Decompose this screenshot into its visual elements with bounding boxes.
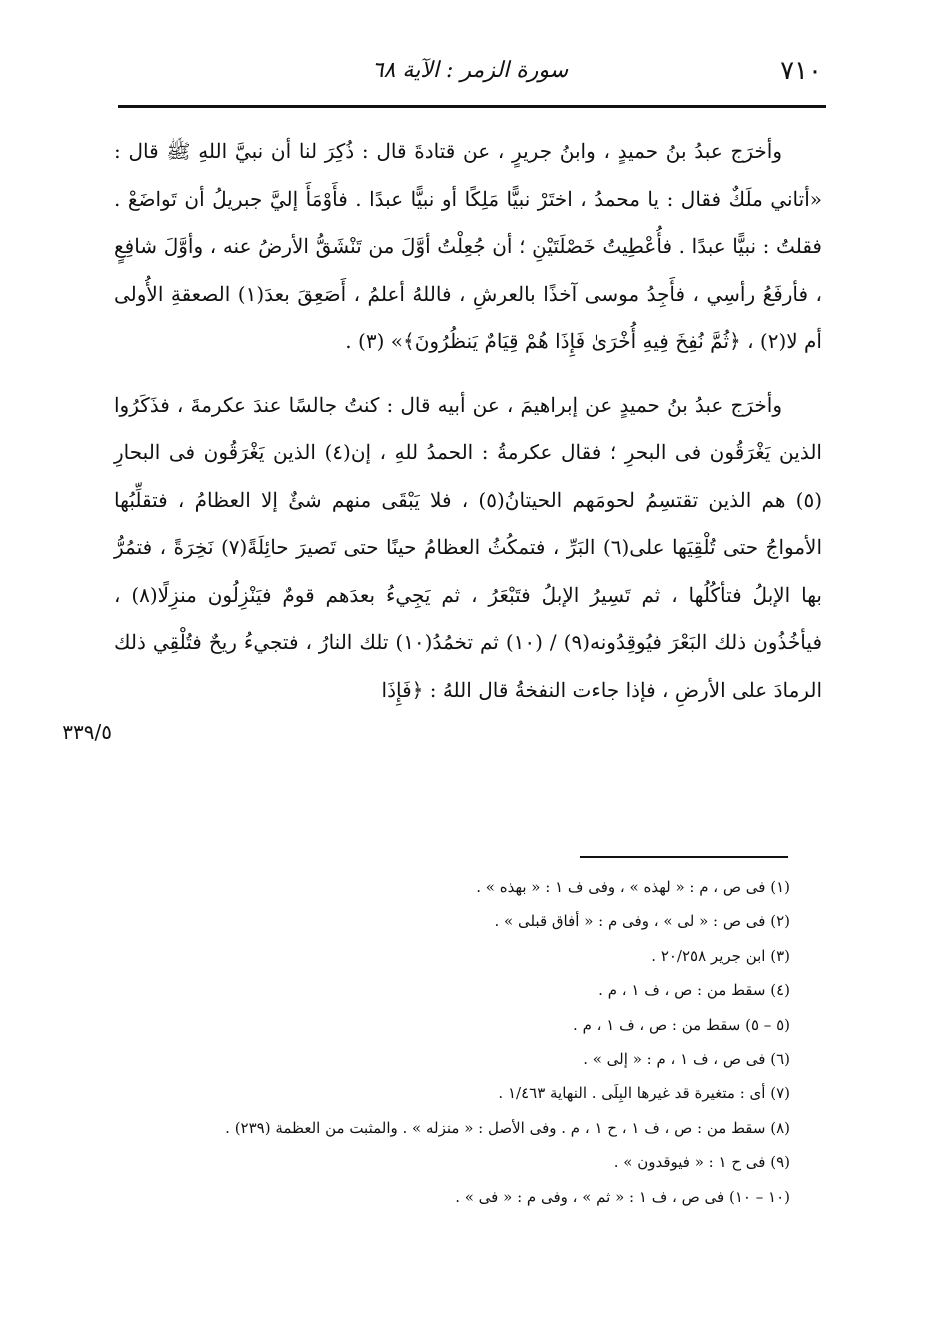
paragraph-2: وأخرَج عبدُ بنُ حميدٍ عن إبراهيمَ ، عن أبيه قال : كنتُ جالسًا عندَ عكرمةَ ، فذَكَرُوا الذين يَغْرَقُون فى البحرِ ؛ فقال عكرمةُ : الحمدُ للهِ ، إن(٤) الذين يَغْرَقُون فى البحارِ (٥) هم الذين تقتسِمُ لحومَهم الحيتانُ(٥) ، فلا يَبْقَى منهم شئٌ إلا العظامُ ، فتقلِّبُها الأمواجُ حتى تُلْقِيَها على(٦) البَرِّ ، فتمكُثُ العظامُ حينًا حتى تَصيرَ حائِلَةً(٧) نَخِرَةً ، فتمُرُّ بها الإبلُ فتأكُلُها ، ثم تَسِيرُ الإبلُ فتَبْعَرُ ، ثم يَجِيءُ بعدَهم قومٌ فيَنْزِلُون منزِلًا(٨) ، فيأخُذُون ذلك البَعْرَ فيُوقِدُونه(٩) / (١٠) ثم تخمُدُ(١٠) تلك النارُ ، فتجيءُ ريحٌ فتُلْقِي ذلك الرمادَ على الأرضِ ، فإذا جاءت النفخةُ قال اللهُ : ﴿فَإِذَا	[114, 392, 823, 702]
footnote-item: (٧) أى : متغيرة قد غيرها البِلَى . النهاية ١/٤٦٣ .	[498, 1084, 790, 1103]
footnote-item: (٢) فى ص : « لى » ، وفى م : « أفاق قبلى » .	[494, 912, 790, 931]
footnote-item: (٣) ابن جرير ٢٠/٢٥٨ .	[651, 946, 790, 965]
footnote-item: (٨) سقط من : ص ، ف ١ ، ح ١ ، م . وفى الأصل : « منزله » . والمثبت من العظمة (٢٣٩) .	[225, 1118, 790, 1137]
footnote-item: (٥ – ٥) سقط من : ص ، ف ١ ، م .	[573, 1015, 790, 1034]
running-head-title: سورة الزمر : الآية ٦٨	[371, 58, 569, 83]
footnote-item: (١٠ – ١٠) فى ص ، ف ١ : « ثم » ، وفى م : « فى » .	[455, 1187, 790, 1206]
paragraph-1: وأخرَج عبدُ بنُ حميدٍ ، وابنُ جريرٍ ، عن قتادةَ قال : ذُكِرَ لنا أن نبيَّ اللهِ ﷺ قال : «أتاني ملَكٌ فقال : يا محمدُ ، اختَرْ نبيًّا مَلِكًا أو نبيًّا عبدًا . فأَوْمَأَ إليَّ جبريلُ أن تَواضَعْ . فقلتُ : نبيًّا عبدًا . فأُعْطِيتُ خَصْلَتَيْنِ ؛ أن جُعِلْتُ أوَّلَ من تَنْشَقُّ الأرضُ عنه ، وأوَّلَ شافِعٍ ، فأرفَعُ رأسِي ، فأَجِدُ موسى آخذًا بالعرشِ ، فاللهُ أعلمُ ، أَصَعِقَ بعدَ(١) الصعقةِ الأُولى أم لا(٢) ، ﴿ثُمَّ نُفِخَ فِيهِ أُخْرَىٰ فَإِذَا هُمْ قِيَامٌ يَنظُرُونَ﴾» (٣) .	[114, 139, 822, 353]
footnote-item: (٦) فى ص ، ف ١ ، م : « إلى » .	[583, 1050, 790, 1069]
main-text	[114, 128, 822, 714]
page-number: ٧١٠	[780, 56, 822, 86]
footnote-item: (٤) سقط من : ص ، ف ١ ، م .	[598, 981, 790, 1000]
margin-reference: ٣٣٩/٥	[62, 720, 112, 744]
footnote-divider	[580, 856, 788, 858]
footnotes	[110, 870, 790, 1214]
header-divider	[118, 105, 826, 108]
footnote-item: (١) فى ص ، م : « لهذه » ، وفى ف ١ : « بهذه » .	[476, 878, 790, 896]
footnote-item: (٩) فى ح ١ : « فيوقدون » .	[613, 1153, 790, 1172]
